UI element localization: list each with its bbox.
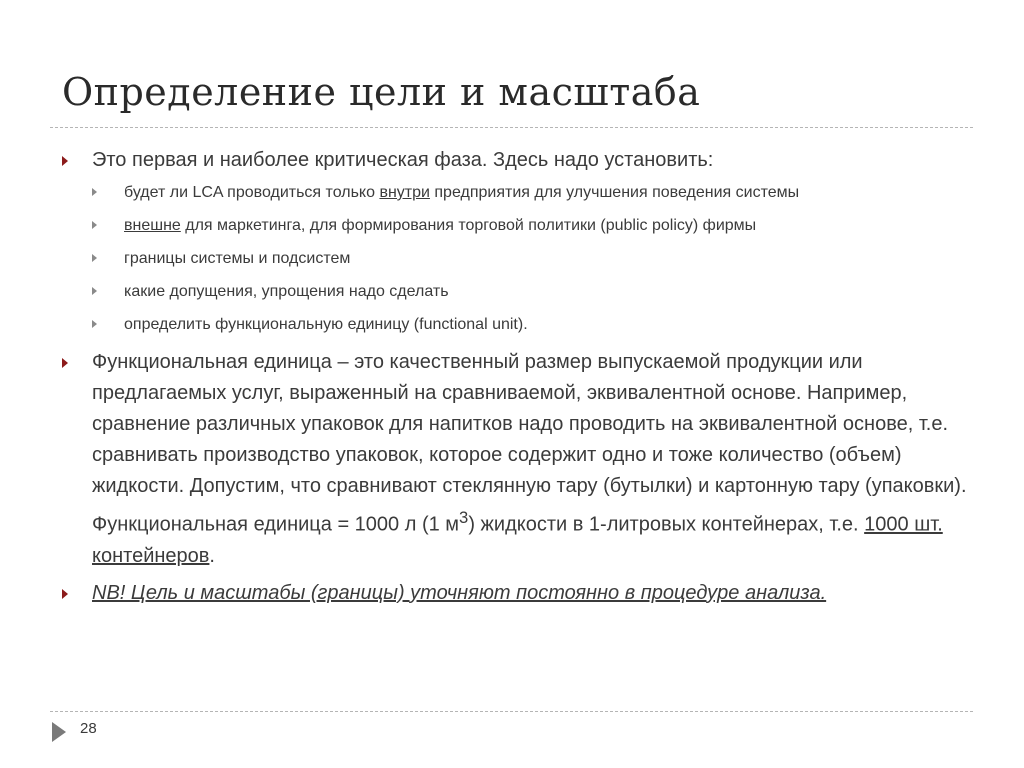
slide-content (62, 145, 974, 609)
sub-bullet-arrow-icon (92, 188, 97, 196)
functional-unit-end: . (209, 544, 215, 567)
bullet-arrow-icon (62, 358, 68, 368)
underlined-containers: 1000 шт. контейнеров (92, 513, 943, 567)
sub-bullet-text-before: будет ли LCA проводиться только (124, 184, 380, 201)
sub-bullet-arrow-icon (92, 221, 97, 229)
footer-arrow-icon (52, 722, 66, 742)
sub-bullet-text-after: для маркетинга, для формирования торговой политики (public policy) фирмы (180, 217, 757, 234)
bullet-functional-unit-definition (62, 347, 974, 572)
sub-bullet-arrow-icon (92, 254, 97, 262)
sub-bullet-assumptions (62, 275, 974, 308)
slide-title: Определение цели и масштаба (62, 70, 701, 114)
sub-bullet-lca-external (62, 209, 974, 242)
bullet-nb (62, 578, 974, 609)
sub-bullet-text: какие допущения, упрощения надо сделать (124, 283, 449, 300)
nb-note: NB! Цель и масштабы (границы) уточняют постоянно в процедуре анализа. (92, 581, 827, 604)
functional-unit-text: Функциональная единица – это качественный размер выпускаемой продукции или предлагаемых услуг, выраженный на сравниваемой, эквивалентной основе. Например, сравнение различных упаковок для напитков надо проводить на эквивалентной основе, т.е. сравнивать производство упаковок, которое содержит одно и тоже количество (объем) жидкости. Допустим, что сравнивают стеклянную тару (бутылки) и картонную тару (упаковки). Функциональная единица = 1000 л (1 м (92, 351, 967, 536)
cubic-superscript: 3 (459, 508, 469, 527)
sub-bullet-arrow-icon (92, 287, 97, 295)
page-number: 28 (80, 720, 97, 737)
functional-unit-text-cont: ) жидкости в 1-литровых контейнерах, т.е. (468, 513, 865, 536)
sub-bullet-text: определить функциональную единицу (functional unit). (124, 316, 528, 333)
bullet-intro (62, 145, 974, 176)
underlined-word-outside: внешне (124, 217, 181, 234)
bullet-intro-text: Это первая и наиболее критическая фаза. Здесь надо установить: (92, 149, 714, 171)
bullet-arrow-icon (62, 156, 68, 166)
title-divider (50, 127, 973, 128)
footer-divider (50, 711, 973, 712)
sub-bullet-functional-unit (62, 308, 974, 341)
sub-bullet-boundaries (62, 242, 974, 275)
sub-bullet-arrow-icon (92, 320, 97, 328)
sub-bullet-text: границы системы и подсистем (124, 250, 351, 267)
underlined-word-inside: внутри (379, 184, 430, 201)
sub-bullet-lca-internal (62, 176, 974, 209)
sub-bullet-text-after: предприятия для улучшения поведения системы (429, 184, 800, 201)
bullet-arrow-icon (62, 589, 68, 599)
